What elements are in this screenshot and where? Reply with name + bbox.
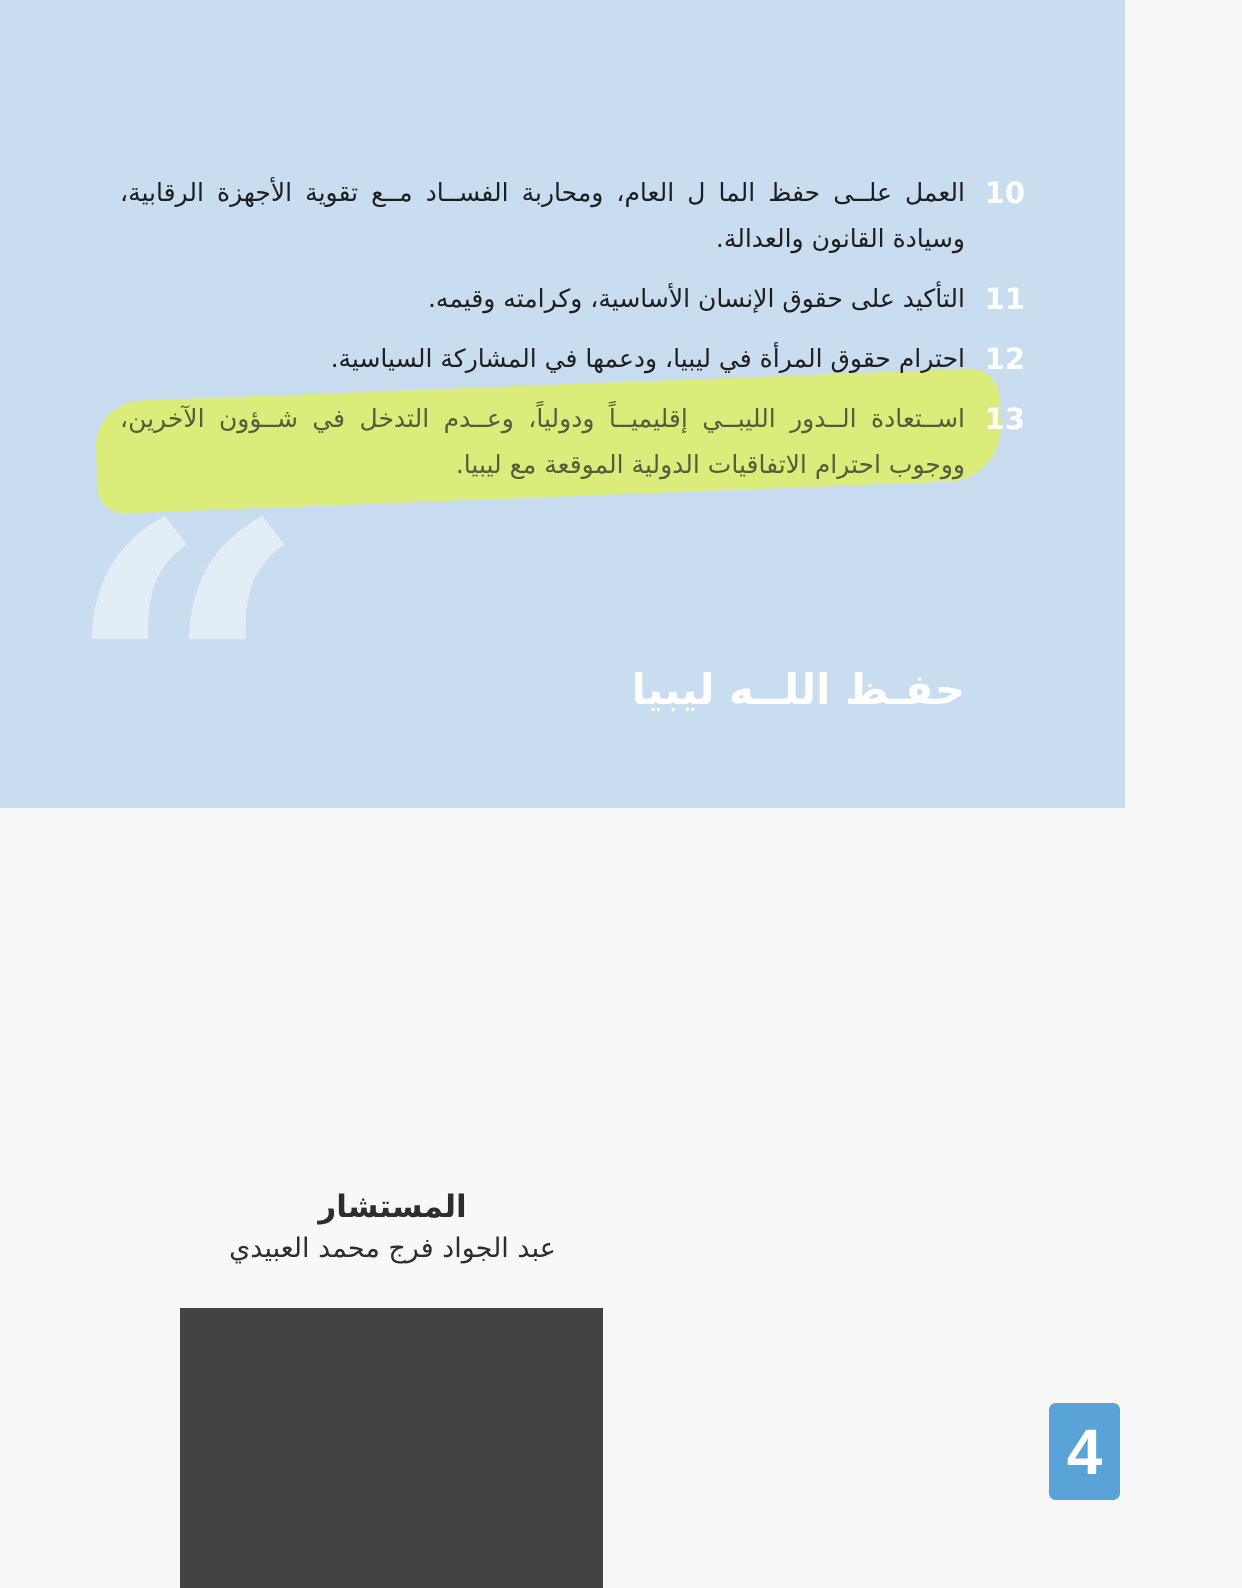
list-item-text: اســتعادة الــدور الليبــي إقليميــاً ودولياً، وعــدم التدخل في شــؤون الآخرين، ووجوب احترام الاتفاقيات الدولية الموقعة مع ليبيا. (120, 404, 965, 479)
page-number-badge (1049, 1403, 1120, 1500)
signature-name: عبد الجواد فرج محمد العبيدي (229, 1233, 556, 1264)
portrait-photo (180, 1308, 603, 1588)
list-item (120, 336, 1025, 382)
page-number: 4 (1066, 1415, 1103, 1488)
list-item-text: التأكيد على حقوق الإنسان الأساسية، وكرامته وقيمه. (427, 284, 965, 313)
list-item-number: 12 (984, 342, 1025, 376)
list-item (120, 276, 1025, 322)
list-item-text: احترام حقوق المرأة في ليبيا، ودعمها في المشاركة السياسية. (330, 344, 965, 373)
signature-block (180, 1185, 605, 1269)
quote-mark-icon: “ (62, 432, 310, 937)
motto-text: حفـظ اللــه ليبيا (631, 665, 965, 714)
list-item (120, 170, 1025, 262)
list-item-number: 10 (984, 176, 1025, 210)
signature-title: المستشار (318, 1189, 467, 1225)
list-item-number: 11 (984, 282, 1025, 316)
list-item-number: 13 (984, 402, 1025, 436)
list-item-text: العمل علــى حفظ الما ل العام، ومحاربة الفســاد مــع تقوية الأجهزة الرقابية، وسيادة القانون والعدالة. (120, 178, 965, 253)
